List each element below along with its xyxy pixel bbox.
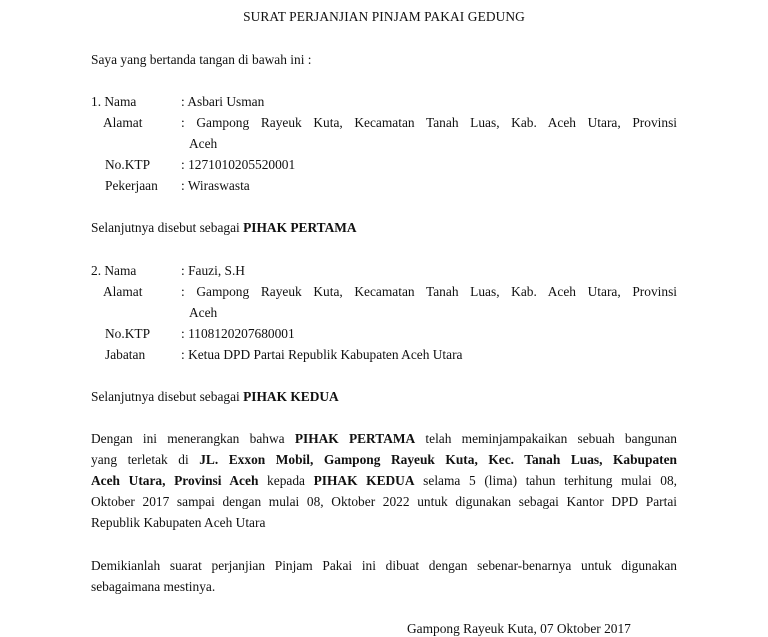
party2-alamat-value-line2: Aceh: [189, 305, 218, 320]
body-line-3-text-d: selama 5 (lima) tahun terhitung mulai 08,: [414, 473, 677, 488]
body-line-2-bold: JL. Exxon Mobil, Gampong Rayeuk Kuta, Kec. Tanah Luas, Kabupaten: [199, 452, 677, 467]
party1-alamat-label: Alamat: [103, 115, 143, 130]
party2-designation-name: PIHAK KEDUA: [243, 389, 339, 404]
party1-ktp-value: : 1271010205520001: [181, 157, 296, 172]
body-line-1-text-c: telah meminjampakaikan sebuah bangunan: [415, 431, 677, 446]
party2-ktp-value: : 1108120207680001: [181, 326, 295, 341]
party2-designation: [91, 388, 339, 405]
body-line-4: Oktober 2017 sampai dengan mulai 08, Oktober 2022 untuk digunakan sebagai Kantor DPD Partai: [91, 494, 677, 509]
intro-text: Saya yang bertanda tangan di bawah ini :: [91, 52, 312, 67]
party1-nama-value: : Asbari Usman: [181, 94, 265, 109]
party1-designation: [91, 219, 357, 236]
body-line-1-bold: PIHAK PERTAMA: [294, 431, 416, 446]
party2-designation-prefix: Selanjutnya disebut sebagai: [91, 389, 244, 404]
body-line-3-bold-a: Aceh Utara, Provinsi Aceh: [91, 473, 259, 488]
body-line-1-text-a: Dengan ini menerangkan bahwa: [91, 431, 295, 446]
body-line-3-text-b: kepada: [258, 473, 314, 488]
document-title: SURAT PERJANJIAN PINJAM PAKAI GEDUNG: [243, 9, 525, 24]
body-line-5: Republik Kabupaten Aceh Utara: [91, 515, 266, 530]
party2-nama-value: : Fauzi, S.H: [181, 263, 245, 278]
party2-alamat-value-line1: : Gampong Rayeuk Kuta, Kecamatan Tanah Luas, Kab. Aceh Utara, Provinsi: [181, 284, 677, 299]
body-line-3-bold-c: PIHAK KEDUA: [313, 473, 415, 488]
place-date: Gampong Rayeuk Kuta, 07 Oktober 2017: [407, 621, 631, 636]
party1-alamat-value-line1: : Gampong Rayeuk Kuta, Kecamatan Tanah Luas, Kab. Aceh Utara, Provinsi: [181, 115, 677, 130]
body-line-3: [91, 472, 677, 489]
party1-pekerjaan-label: Pekerjaan: [105, 178, 158, 193]
party1-ktp-label: No.KTP: [105, 157, 151, 172]
party2-jabatan-label: Jabatan: [105, 347, 146, 362]
party1-alamat-value-line2: Aceh: [189, 136, 218, 151]
closing-line-1: Demikianlah suarat perjanjian Pinjam Pakai ini dibuat dengan sebenar-benarnya untuk digunakan: [91, 558, 677, 573]
party2-ktp-label: No.KTP: [105, 326, 151, 341]
party1-pekerjaan-value: : Wiraswasta: [181, 178, 250, 193]
body-line-2-text-a: yang terletak di: [91, 452, 200, 467]
party1-nama-label: 1. Nama: [91, 94, 137, 109]
party2-jabatan-value: : Ketua DPD Partai Republik Kabupaten Aceh Utara: [181, 347, 463, 362]
body-line-2: [91, 451, 677, 468]
body-line-1: [91, 430, 677, 447]
party2-alamat-label: Alamat: [103, 284, 143, 299]
party2-nama-label: 2. Nama: [91, 263, 137, 278]
closing-line-2: sebagaimana mestinya.: [91, 579, 216, 594]
party1-designation-name: PIHAK PERTAMA: [243, 220, 357, 235]
party1-designation-prefix: Selanjutnya disebut sebagai: [91, 220, 244, 235]
